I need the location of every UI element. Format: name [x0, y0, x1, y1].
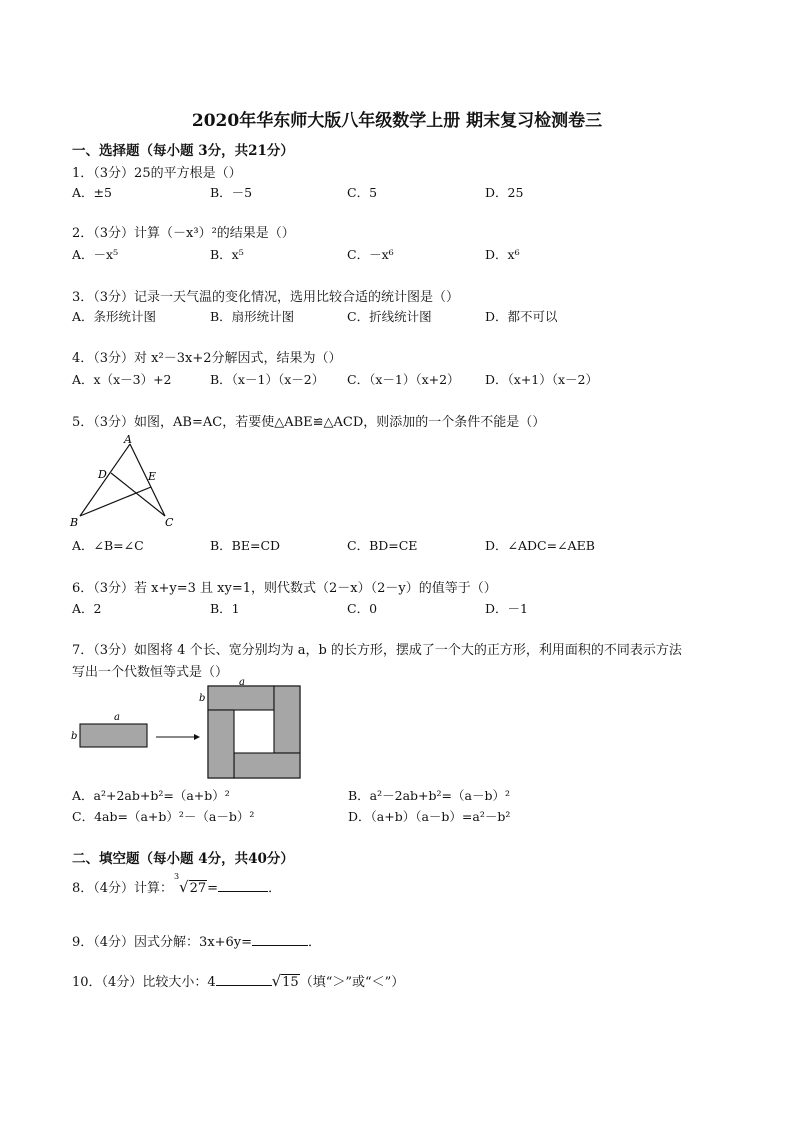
q5-option-b[interactable]: B．BE=CD — [210, 538, 281, 553]
square-root-expression — [271, 972, 300, 990]
rectangle-bottom — [234, 753, 300, 778]
q3-option-b[interactable]: B．扇形统计图 — [210, 309, 295, 324]
question-9 — [72, 931, 321, 950]
question-10 — [72, 971, 404, 990]
q6-option-a[interactable]: A．2 — [72, 601, 102, 616]
q6-option-b[interactable]: B．1 — [210, 601, 240, 616]
section-heading-fill: 二、填空题（每小题 4分，共40分） — [72, 851, 294, 867]
question-7-stem-line1: 7．（3分）如图将 4 个长、宽分别均为 a，b 的长方形，摆成了一个大的正方形，利用面积的不同表示方法 — [72, 643, 682, 658]
q10-answer-blank[interactable] — [216, 973, 272, 986]
vertex-label-d: D — [98, 468, 107, 481]
q3-option-a[interactable]: A．条形统计图 — [72, 309, 157, 324]
question-6-stem: 6．（3分）若 x+y=3 且 xy=1，则代数式（2－x）（2－y）的值等于（） — [72, 581, 497, 596]
question-3-stem: 3．（3分）记录一天气温的变化情况，选用比较合适的统计图是（） — [72, 290, 460, 305]
q6-option-d[interactable]: D．－1 — [485, 601, 528, 616]
q7-option-d[interactable]: D．（a+b）（a－b）=a²－b² — [348, 809, 511, 824]
single-rectangle — [80, 724, 147, 747]
q1-option-b[interactable]: B．－5 — [210, 185, 253, 200]
label-b-small: b — [71, 731, 78, 742]
vertex-label-e: E — [148, 470, 157, 483]
vertex-label-b: B — [70, 516, 79, 529]
rectangle-top — [208, 686, 274, 710]
q1-option-d[interactable]: D．25 — [485, 185, 524, 200]
q9-end: ． — [308, 935, 322, 950]
radicand-27: 27 — [189, 881, 207, 896]
q6-option-c[interactable]: C．0 — [347, 601, 378, 616]
q1-option-c[interactable]: C．5 — [347, 185, 378, 200]
q2-option-a[interactable]: A．－x⁵ — [72, 247, 119, 262]
q8-prefix: 8．（4分）计算： — [72, 881, 174, 896]
q5-option-a[interactable]: A．∠B=∠C — [72, 538, 144, 553]
question-2-stem: 2．（3分）计算（－x³）²的结果是（） — [72, 226, 295, 241]
q9-answer-blank[interactable] — [252, 933, 308, 946]
question-7-stem-line2: 写出一个代数恒等式是（） — [72, 665, 229, 680]
rectangles-square-figure — [68, 676, 308, 782]
q5-option-d[interactable]: D．∠ADC=∠AEB — [485, 538, 595, 553]
q8-equals: = — [207, 881, 219, 896]
q5-option-c[interactable]: C．BD=CE — [347, 538, 418, 553]
question-8 — [72, 872, 282, 896]
q4-option-a[interactable]: A．x（x－3）+2 — [72, 372, 172, 387]
radicand-15: 15 — [282, 975, 299, 990]
q3-option-c[interactable]: C．折线统计图 — [347, 309, 432, 324]
q7-option-a[interactable]: A．a²+2ab+b²=（a+b）² — [72, 788, 230, 803]
question-1-stem: 1．（3分）25的平方根是（） — [72, 166, 242, 181]
q2-option-c[interactable]: C．－x⁶ — [347, 247, 394, 262]
q2-option-b[interactable]: B．x⁵ — [210, 247, 244, 262]
q4-option-c[interactable]: C．（x－1）（x+2） — [347, 372, 460, 387]
q10-suffix: （填“＞”或“＜”） — [299, 975, 405, 990]
label-a-small: a — [114, 712, 120, 723]
rectangle-right — [274, 686, 300, 753]
label-b-big: b — [199, 693, 206, 704]
q7-option-c[interactable]: C．4ab=（a+b）²－（a－b）² — [72, 809, 255, 824]
q8-end: ． — [268, 881, 282, 896]
q3-option-d[interactable]: D．都不可以 — [485, 309, 558, 324]
q4-option-b[interactable]: B．（x－1）（x－2） — [210, 372, 325, 387]
vertex-label-a: A — [124, 433, 132, 446]
radical-sign-icon: √ — [179, 878, 189, 896]
arrow-head — [194, 734, 200, 740]
q10-prefix: 10．（4分）比较大小：4 — [72, 975, 216, 990]
q2-option-d[interactable]: D．x⁶ — [485, 247, 520, 262]
segment-cd — [111, 473, 165, 516]
vertex-label-c: C — [165, 516, 174, 529]
label-a-big: a — [239, 677, 245, 688]
radical-sign-icon: √ — [271, 972, 282, 990]
q1-option-a[interactable]: A．±5 — [72, 185, 112, 200]
q9-prefix: 9．（4分）因式分解：3x+6y= — [72, 935, 253, 950]
q7-option-b[interactable]: B．a²－2ab+b²=（a－b）² — [348, 788, 510, 803]
root-index: 3 — [174, 872, 180, 881]
q4-option-d[interactable]: D．（x+1）（x－2） — [485, 372, 599, 387]
question-5-stem: 5．（3分）如图，AB=AC，若要使△ABE≌△ACD，则添加的一个条件不能是（） — [72, 415, 546, 430]
rectangle-left — [208, 710, 234, 778]
section-heading-choice: 一、选择题（每小题 3分，共21分） — [72, 143, 294, 159]
q8-answer-blank[interactable] — [218, 879, 268, 892]
cube-root-expression — [173, 872, 207, 896]
triangle-figure — [68, 432, 183, 530]
page-title: 2020年华东师大版八年级数学上册 期末复习检测卷三 — [191, 111, 603, 131]
question-4-stem: 4．（3分）对 x²－3x+2分解因式，结果为（） — [72, 351, 342, 366]
